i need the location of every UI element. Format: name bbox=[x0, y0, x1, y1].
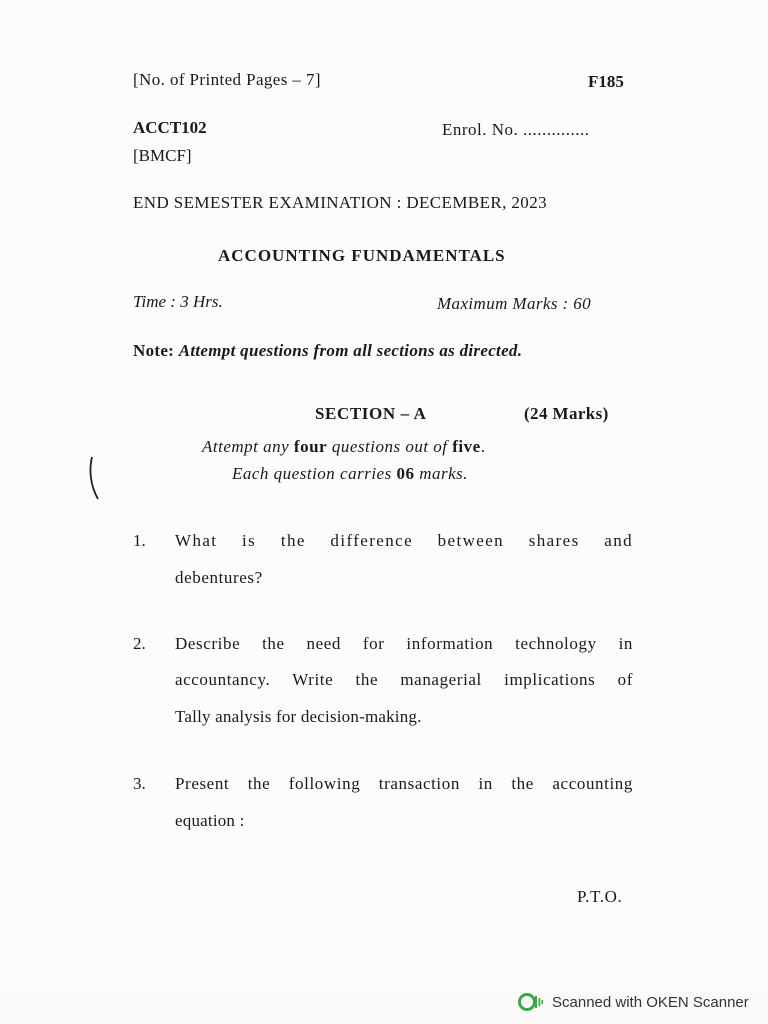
printed-pages: [No. of Printed Pages – 7] bbox=[133, 70, 321, 89]
exam-title: END SEMESTER EXAMINATION : DECEMBER, 2023 bbox=[133, 193, 548, 212]
pen-mark bbox=[86, 455, 102, 501]
section-marks: (24 Marks) bbox=[524, 404, 609, 423]
section-instruction-2: Each question carries 06 marks. bbox=[232, 464, 469, 483]
section-instruction-1: Attempt any four questions out of five. bbox=[202, 437, 486, 456]
program: [BMCF] bbox=[133, 146, 192, 165]
question-number: 3. bbox=[133, 774, 146, 793]
enrol-no: Enrol. No. .............. bbox=[442, 120, 590, 139]
question-text-line: equation : bbox=[175, 811, 245, 830]
subject-title: ACCOUNTING FUNDAMENTALS bbox=[218, 246, 506, 265]
section-title: SECTION – A bbox=[315, 404, 427, 423]
paper-code: F185 bbox=[588, 72, 624, 91]
question-text-line: Describe the need for information technology in bbox=[175, 634, 633, 653]
note-label: Note: bbox=[133, 341, 175, 360]
note-text: Attempt questions from all sections as directed. bbox=[178, 341, 523, 360]
question-number: 1. bbox=[133, 531, 146, 550]
question-text-line: Present the following transaction in the accounting bbox=[175, 774, 633, 793]
question-text-line: debentures? bbox=[175, 568, 263, 587]
question-text-line: Tally analysis for decision-making. bbox=[175, 707, 422, 726]
pto: P.T.O. bbox=[577, 887, 623, 906]
question-text-line: What is the difference between shares and bbox=[175, 531, 633, 550]
oken-scanner-logo-icon bbox=[518, 992, 544, 1012]
question-text-line: accountancy. Write the managerial implications of bbox=[175, 670, 633, 689]
course-code: ACCT102 bbox=[133, 118, 207, 137]
time: Time : 3 Hrs. bbox=[133, 292, 223, 311]
note bbox=[133, 341, 522, 361]
scanner-watermark bbox=[518, 990, 749, 1014]
max-marks: Maximum Marks : 60 bbox=[437, 294, 592, 313]
scanner-text: Scanned with OKEN Scanner bbox=[552, 993, 749, 1011]
question-number: 2. bbox=[133, 634, 146, 653]
